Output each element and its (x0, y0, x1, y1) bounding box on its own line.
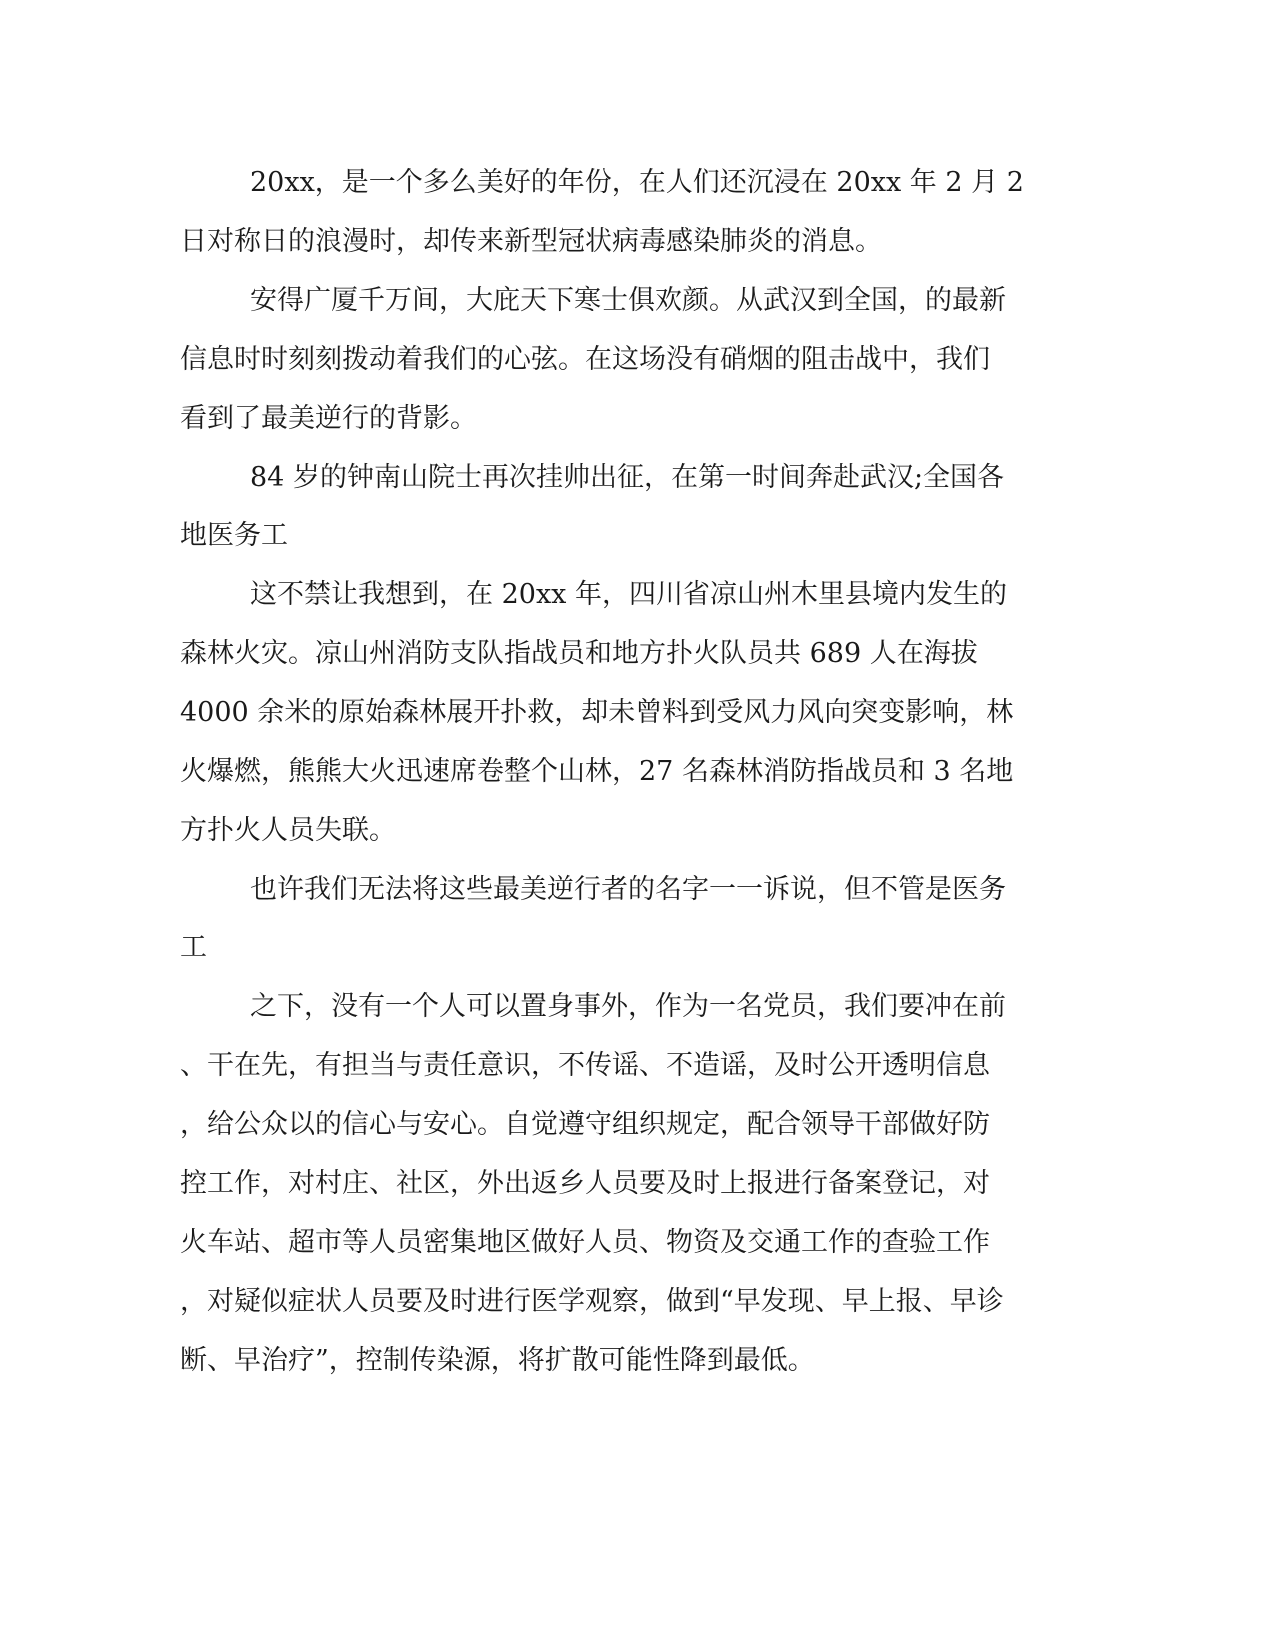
text-line: 安得广厦千万间，大庇天下寒士俱欢颜。从武汉到全国，的最新 (250, 285, 1006, 316)
text-line: 方扑火人员失联。 (180, 815, 396, 846)
text-line: 这不禁让我想到，在 20xx 年，四川省凉山州木里县境内发生的 (250, 579, 1007, 610)
text-line: 4000 余米的原始森林展开扑救，却未曾料到受风力风向突变影响，林 (180, 697, 1014, 728)
text-line: 日对称日的浪漫时，却传来新型冠状病毒感染肺炎的消息。 (180, 226, 882, 257)
text-line: 地医务工 (180, 520, 288, 551)
text-line: 、干在先，有担当与责任意识，不传谣、不造谣，及时公开透明信息 (180, 1050, 990, 1081)
text-line: ，给公众以的信心与安心。自觉遵守组织规定，配合领导干部做好防 (180, 1109, 990, 1140)
text-line: 信息时时刻刻拨动着我们的心弦。在这场没有硝烟的阻击战中，我们 (180, 344, 990, 375)
text-line: 森林火灾。凉山州消防支队指战员和地方扑火队员共 689 人在海拔 (180, 638, 978, 669)
text-line: 20xx，是一个多么美好的年份，在人们还沉浸在 20xx 年 2 月 2 (250, 167, 1024, 198)
text-line: 看到了最美逆行的背影。 (180, 403, 477, 434)
text-line: 工 (180, 932, 207, 963)
text-line: 断、早治疗”，控制传染源，将扩散可能性降到最低。 (180, 1345, 815, 1376)
text-line: 火车站、超市等人员密集地区做好人员、物资及交通工作的查验工作 (180, 1227, 990, 1258)
text-line: 84 岁的钟南山院士再次挂帅出征，在第一时间奔赴武汉;全国各 (250, 462, 1005, 493)
text-line: 火爆燃，熊熊大火迅速席卷整个山林，27 名森林消防指战员和 3 名地 (180, 756, 1014, 787)
text-line: ，对疑似症状人员要及时进行医学观察，做到“早发现、早上报、早诊 (180, 1286, 1004, 1317)
text-line: 之下，没有一个人可以置身事外，作为一名党员，我们要冲在前 (250, 991, 1006, 1022)
text-line: 也许我们无法将这些最美逆行者的名字一一诉说，但不管是医务 (250, 874, 1006, 905)
text-line: 控工作，对村庄、社区，外出返乡人员要及时上报进行备案登记，对 (180, 1168, 990, 1199)
